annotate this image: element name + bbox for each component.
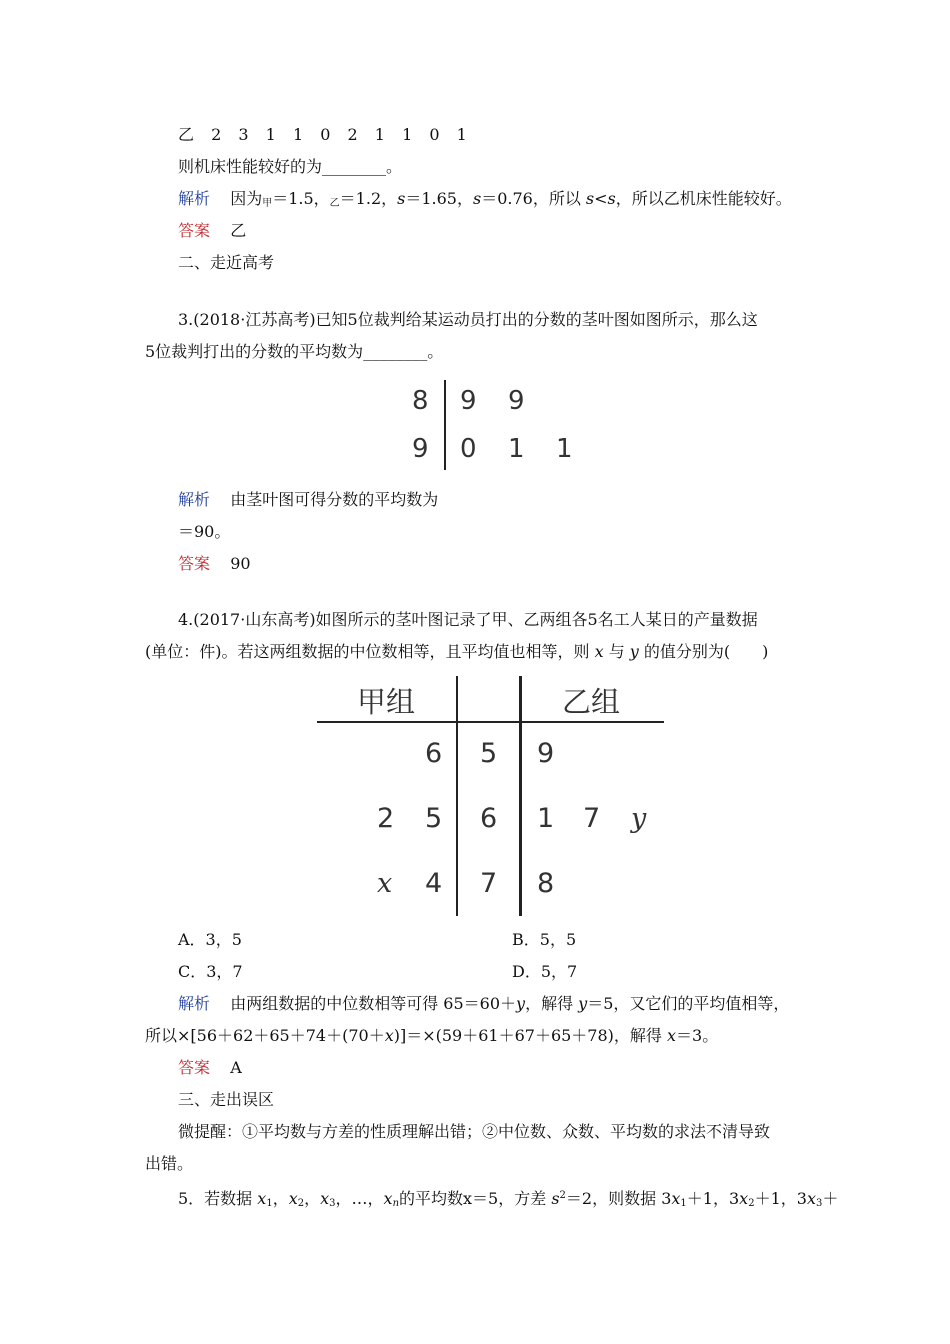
q2-blank: ________ (322, 157, 387, 176)
q4-var-x: x (384, 1026, 394, 1045)
leaf: 9 (460, 386, 477, 416)
q2-analysis-text: 因为 (230, 189, 263, 208)
yi-value: 0 (429, 125, 440, 144)
q2-suffix: 。 (386, 157, 403, 176)
q3-analysis (178, 490, 438, 510)
q2-eq1: ＝1.5， (272, 189, 330, 208)
q3-analysis-text: 由茎叶图可得分数的平均数为 (230, 490, 439, 509)
q2-answer-value: 乙 (230, 221, 247, 240)
stem: 5 (480, 738, 498, 769)
q4-var-x: x (667, 1026, 677, 1045)
q2-lt: < (594, 189, 608, 208)
q4-analysis-text: ＝3。 (676, 1026, 719, 1045)
leaf-left: 4 (425, 868, 443, 899)
q3-suffix: 。 (427, 342, 444, 361)
stem-leaf-plot-q3 (400, 378, 575, 473)
q4-analysis-text: 由两组数据的中位数相等可得 65＝60＋ (230, 994, 517, 1013)
q5-var-s: s (551, 1189, 560, 1208)
leaf-left: 6 (425, 738, 443, 769)
leaf-right: 1 (537, 803, 555, 834)
q2-answer (178, 221, 246, 241)
stem-leaf-plot-q4 (317, 676, 667, 916)
q5-sub: 1 (680, 1198, 687, 1209)
q5-text: ＋ (822, 1189, 839, 1208)
leaf: 1 (508, 434, 525, 464)
yi-value: 1 (292, 125, 304, 144)
q3-line1: 3.(2018·江苏高考)已知5位裁判给某运动员打出的分数的茎叶图如图所示，那么这 (178, 310, 758, 329)
q4-answer (178, 1058, 242, 1078)
q4-var-y: y (578, 994, 588, 1013)
q4-text: 的值分别为( ) (638, 642, 769, 661)
q5-text: ，…， (335, 1189, 384, 1208)
q3-answer (178, 554, 251, 574)
q3-line2 (145, 342, 443, 362)
q5-var: x (671, 1189, 681, 1208)
q2-sub-yi: 乙 (329, 198, 340, 209)
q5-var: x (257, 1189, 267, 1208)
q5-sub: n (392, 1198, 400, 1209)
option-b: B．5，5 (512, 930, 577, 949)
q4-text: 与 (603, 642, 630, 661)
leaf-right: 8 (537, 868, 555, 899)
yi-value: 1 (402, 125, 413, 144)
yi-value: 2 (211, 125, 222, 144)
leaf-right-y: y (631, 803, 647, 834)
yi-value: 1 (374, 125, 385, 144)
q5-sub: 3 (815, 1198, 823, 1209)
q4-var-y: y (516, 994, 526, 1013)
q5-var: x (739, 1189, 749, 1208)
q5-text: ， (272, 1189, 289, 1208)
q2-text: 则机床性能较好的为 (178, 157, 323, 176)
q2-tail: ，所以乙机床性能较好。 (615, 189, 792, 208)
stem: 9 (412, 434, 429, 464)
stem: 6 (480, 803, 498, 834)
q2-eq3: ＝1.65， (405, 189, 473, 208)
q5-line1 (178, 1186, 838, 1214)
q5-sup: 2 (559, 1190, 566, 1201)
q2-s2: s (472, 189, 482, 208)
leaf-right: 7 (583, 803, 601, 834)
group-yi-header: 乙组 (562, 685, 621, 719)
stem: 7 (480, 868, 498, 899)
q2-s1: s (397, 189, 406, 208)
group-jia-header: 甲组 (357, 685, 416, 719)
yi-value: 1 (456, 125, 467, 144)
stem-divider-right (519, 676, 522, 916)
answer-label: 答案 (178, 1058, 211, 1077)
q4-analysis-text: ，解得 (525, 994, 579, 1013)
q5-text: 5．若数据 (178, 1189, 258, 1208)
q5-text: 的平均数x＝5，方差 (399, 1189, 552, 1208)
leaf-left: 2 (377, 803, 395, 834)
tip-line1: 微提醒：①平均数与方差的性质理解出错；②中位数、众数、平均数的求法不清导致 (178, 1122, 771, 1141)
stem-divider-left (456, 676, 458, 916)
q2-question (178, 157, 402, 177)
option-c: C．3，7 (178, 962, 243, 981)
q4-line1: 4.(2017·山东高考)如图所示的茎叶图记录了甲、乙两组各5名工人某日的产量数据 (178, 610, 758, 629)
yi-value: 0 (320, 125, 331, 144)
analysis-label: 解析 (178, 189, 211, 208)
answer-label: 答案 (178, 221, 211, 240)
q3-result: ＝90。 (178, 522, 231, 541)
stem-divider (444, 380, 446, 470)
q5-text: ＋1，3 (686, 1189, 740, 1208)
option-d: D．5，7 (512, 962, 578, 981)
q5-sub: 2 (748, 1198, 755, 1209)
q4-analysis-text: 所以×[56＋62＋65＋74＋(70＋ (145, 1026, 385, 1045)
section-2-heading: 二、走近高考 (178, 253, 275, 272)
yi-data-row (178, 125, 467, 145)
section-3-heading: 三、走出误区 (178, 1090, 275, 1109)
q5-sub: 3 (329, 1198, 336, 1209)
q5-var: x (288, 1189, 298, 1208)
q5-var: x (806, 1189, 816, 1208)
option-a: A．3，5 (178, 930, 242, 949)
q4-analysis-text: ＝5，又它们的平均值相等， (587, 994, 790, 1013)
yi-row-label: 乙 (178, 125, 195, 144)
q5-var: x (383, 1189, 393, 1208)
q4-analysis-text: )]＝×(59＋61＋67＋65＋78)，解得 (393, 1026, 667, 1045)
yi-value: 2 (347, 125, 358, 144)
q2-eq2: ＝1.2， (339, 189, 398, 208)
leaf: 1 (556, 434, 573, 464)
q2-s3: s (585, 189, 595, 208)
q2-eq4: ＝0.76，所以 (481, 189, 586, 208)
q5-sub: 1 (266, 1198, 273, 1209)
q3-answer-value: 90 (230, 554, 251, 573)
q3-blank: ________ (363, 342, 428, 361)
q5-sub: 2 (297, 1198, 305, 1209)
header-divider (317, 721, 664, 723)
answer-label: 答案 (178, 554, 211, 573)
q2-s4: s (607, 189, 616, 208)
leaf-right: 9 (537, 738, 555, 769)
yi-value: 3 (238, 125, 249, 144)
q5-var: x (320, 1189, 330, 1208)
q5-text: ＝2，则数据 3 (565, 1189, 672, 1208)
q4-analysis-line1 (178, 994, 789, 1014)
q4-analysis-line2 (145, 1026, 718, 1046)
stem: 8 (412, 386, 429, 416)
q2-sub-jia: 甲 (262, 198, 273, 209)
analysis-label: 解析 (178, 490, 211, 509)
tip-line2: 出错。 (145, 1154, 194, 1173)
q5-text: ， (304, 1189, 321, 1208)
leaf-left: 5 (425, 803, 443, 834)
yi-value: 1 (265, 125, 276, 144)
leaf: 9 (508, 386, 525, 416)
q5-text: ＋1，3 (754, 1189, 807, 1208)
analysis-label: 解析 (178, 994, 211, 1013)
q3-text: 5位裁判打出的分数的平均数为 (145, 342, 364, 361)
q4-var-x: x (594, 642, 604, 661)
leaf: 0 (460, 434, 477, 464)
q4-answer-value: A (230, 1058, 242, 1077)
q4-line2 (145, 642, 768, 662)
q4-text: (单位：件)。若这两组数据的中位数相等，且平均值也相等，则 (145, 642, 595, 661)
q4-var-y: y (629, 642, 639, 661)
leaf-left-x: x (377, 868, 393, 899)
q2-analysis (178, 189, 792, 214)
